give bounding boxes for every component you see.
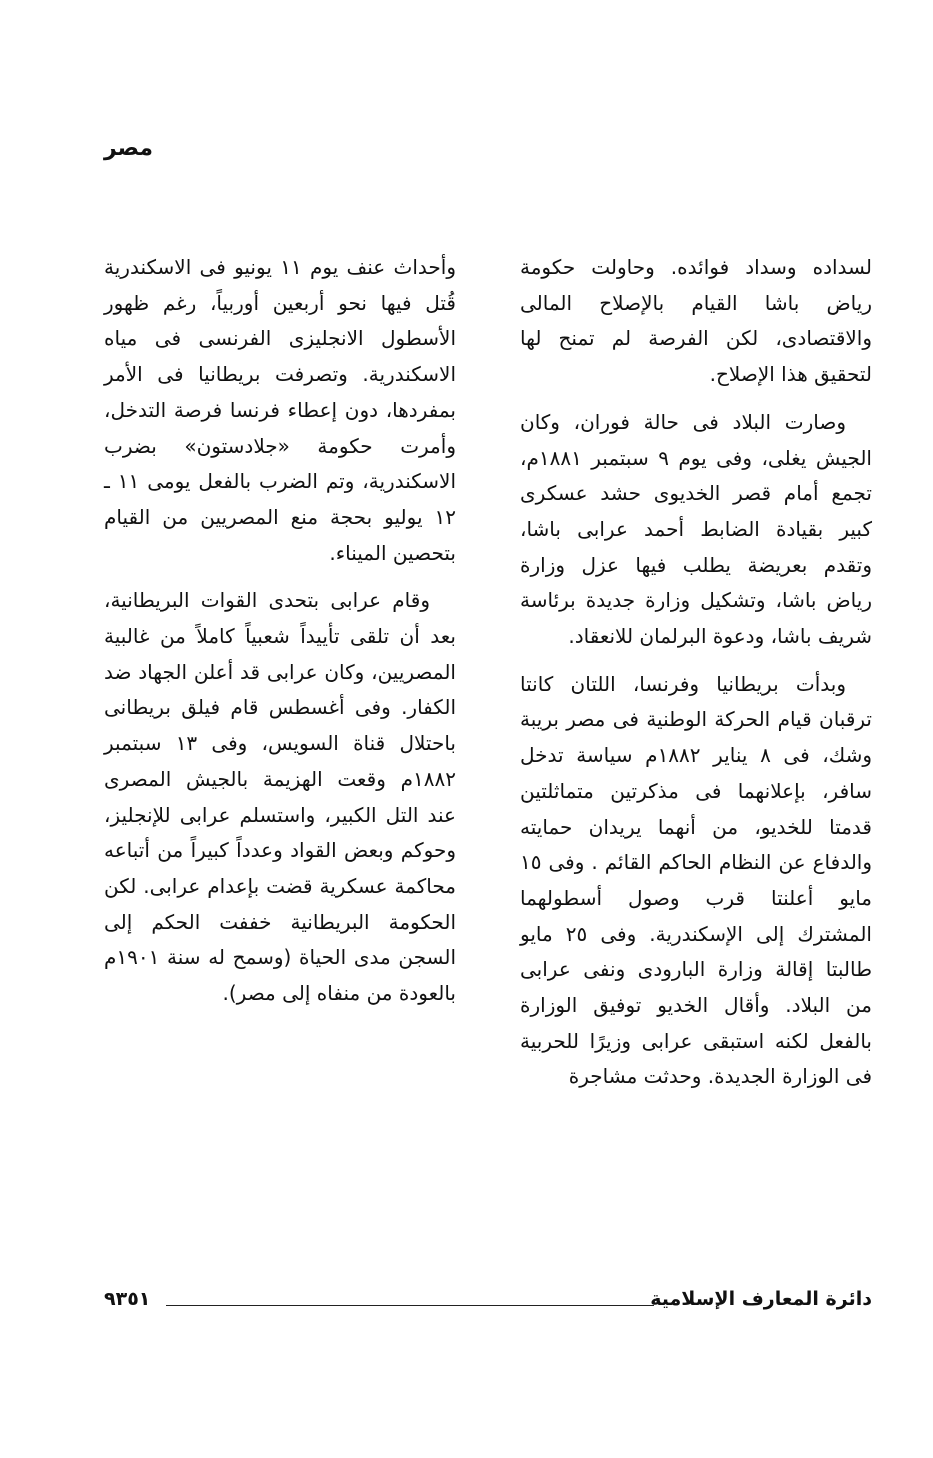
- paragraph-right-2: وصارت البلاد فى حالة فوران، وكان الجيش يغلى، وفى يوم ٩ سبتمبر ١٨٨١م، تجمع أمام قصر الخديوى حشد عسكرى كبير بقيادة الضابط أحمد عرابى باشا، وتقدم بعريضة يطلب فيها عزل وزارة رياض باشا، وتشكيل وزارة جديدة برئاسة شريف باشا، ودعوة البرلمان للانعقاد.: [520, 409, 872, 649]
- page-header-title: مصر: [104, 136, 153, 161]
- footer-journal-title: دائرة المعارف الإسلامية: [650, 1288, 872, 1310]
- paragraph-right-3: وبدأت بريطانيا وفرنسا، اللتان كانتا ترقبان قيام الحركة الوطنية فى مصر بريبة وشك، فى ٨ يناير ١٨٨٢م سياسة تدخل سافر، بإعلانهما فى مذكرتين متماثلتين قدمتا للخديو، من أنهما يريدان حمايته والدفاع عن النظام الحاكم القائم . وفى ١٥ مايو أعلنتا قرب وصول أسطولهما المشترك إلى الإسكندرية. وفى ٢٥ مايو طالبتا إقالة وزارة البارودى ونفى عرابى من البلاد. وأقال الخديو توفيق الوزارة بالفعل لكنه استبقى عرابى وزيرًا للحربية فى الوزارة الجديدة. وحدثت مشاجرة: [520, 671, 872, 1089]
- left-text-column: [104, 250, 456, 1024]
- paragraph-left-1: وأحداث عنف يوم ١١ يونيو فى الاسكندرية قُتل فيها نحو أربعين أوربياً، رغم ظهور الأسطول الانجليزى الفرنسى فى مياه الاسكندرية. وتصرفت بريطانيا فى الأمر بمفردها، دون إعطاء فرنسا فرصة التدخل، وأمرت حكومة «جلادستون» بضرب الاسكندرية، وتم الضرب بالفعل يومى ١١ ـ ١٢ يوليو بحجة منع المصريين من القيام بتحصين الميناء.: [104, 255, 456, 565]
- footer-page-number: ٩٣٥١: [104, 1288, 151, 1310]
- footer-divider-line: [166, 1305, 654, 1306]
- paragraph-right-1: لسداده وسداد فوائده. وحاولت حكومة رياض باشا القيام بالإصلاح المالى والاقتصادى، لكن الفرصة لم تمنح لها لتحقيق هذا الإصلاح.: [520, 255, 872, 387]
- right-text-column: [520, 250, 872, 1107]
- paragraph-left-2: وقام عرابى بتحدى القوات البريطانية، بعد أن تلقى تأييداً شعبياً كاملاً من غالبية المصريين، وكان عرابى قد أعلن الجهاد ضد الكفار. وفى أغسطس قام فيلق بريطانى باحتلال قناة السويس، وفى ١٣ سبتمبر ١٨٨٢م وقعت الهزيمة بالجيش المصرى عند التل الكبير، واستسلم عرابى للإنجليز، وحوكم وبعض القواد وعدداً كبيراً من أتباعه محاكمة عسكرية قضت بإعدام عرابى. لكن الحكومة البريطانية خففت الحكم إلى السجن مدى الحياة (وسمح له سنة ١٩٠١م بالعودة من منفاه إلى مصر).: [104, 588, 456, 1006]
- page-footer: [104, 1288, 872, 1318]
